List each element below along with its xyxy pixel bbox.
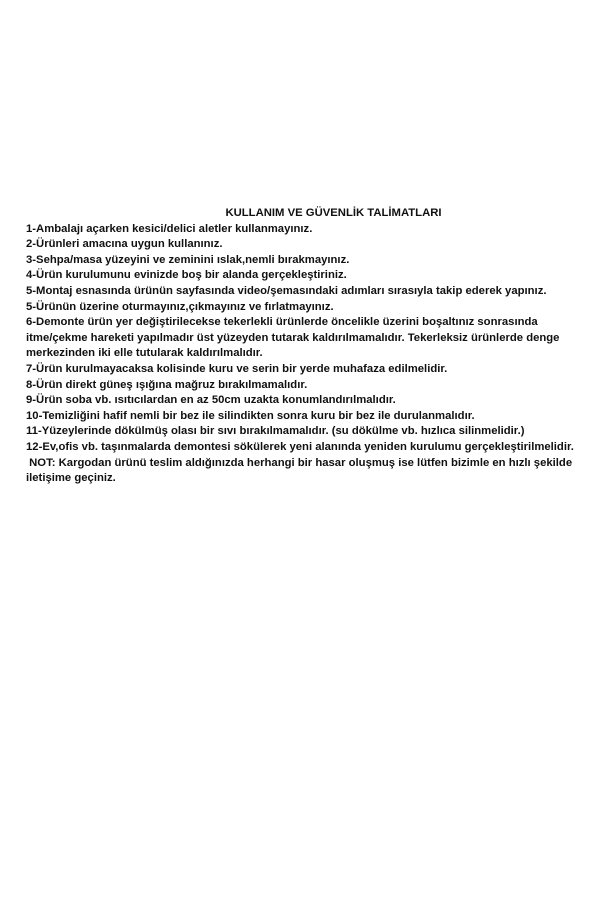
instruction-line: 4-Ürün kurulumunu evinizde boş bir alanda gerçekleştiriniz.	[26, 269, 347, 282]
instruction-line: 12-Ev,ofis vb. taşınmalarda demontesi sökülerek yeni alanında yeniden kurulumu gerçekleştirilmelidir.	[26, 440, 574, 453]
instruction-line: 7-Ürün kurulmayacaksa kolisinde kuru ve serin bir yerde muhafaza edilmelidir.	[26, 362, 448, 375]
instruction-line: 1-Ambalajı açarken kesici/delici aletler kullanmayınız.	[26, 222, 313, 235]
instruction-line: 8-Ürün direkt güneş ışığına mağruz bırakılmamalıdır.	[26, 378, 308, 391]
instruction-line: 11-Yüzeylerinde dökülmüş olası bir sıvı bırakılmamalıdır. (su dökülme vb. hızlıca silinmelidir.)	[26, 425, 525, 438]
document-title: KULLANIM VE GÜVENLİK TALİMATLARI	[225, 207, 442, 219]
note-line: NOT: Kargodan ürünü teslim aldığınızda herhangi bir hasar oluşmuş ise lütfen bizimle en hızlı şekilde	[26, 456, 573, 469]
instruction-line: merkezinden iki elle tutularak kaldırılmalıdır.	[26, 347, 263, 360]
note-line: iletişime geçiniz.	[26, 472, 116, 485]
instruction-line: 5-Montaj esnasında ürünün sayfasında video/şemasındaki adımları sırasıyla takip ederek yapınız.	[26, 284, 547, 297]
instruction-line: itme/çekme hareketi yapılmadır üst yüzeyden tutarak kaldırılmamalıdır. Tekerleksiz ürünlerde denge	[26, 331, 560, 344]
instruction-line: 6-Demonte ürün yer değiştirilecekse tekerlekli ürünlerde öncelikle üzerini boşaltınız sonrasında	[26, 316, 538, 329]
instruction-line: 9-Ürün soba vb. ısıtıcılardan en az 50cm uzakta konumlandırılmalıdır.	[26, 394, 396, 407]
instruction-line: 10-Temizliğini hafif nemli bir bez ile silindikten sonra kuru bir bez ile durulanmalıdır.	[26, 409, 475, 422]
instruction-line: 2-Ürünleri amacına uygun kullanınız.	[26, 238, 223, 251]
instructions-document	[26, 206, 601, 487]
instruction-line: 3-Sehpa/masa yüzeyini ve zeminini ıslak,nemli bırakmayınız.	[26, 253, 350, 266]
instruction-line: 5-Ürünün üzerine oturmayınız,çıkmayınız ve fırlatmayınız.	[26, 300, 334, 313]
